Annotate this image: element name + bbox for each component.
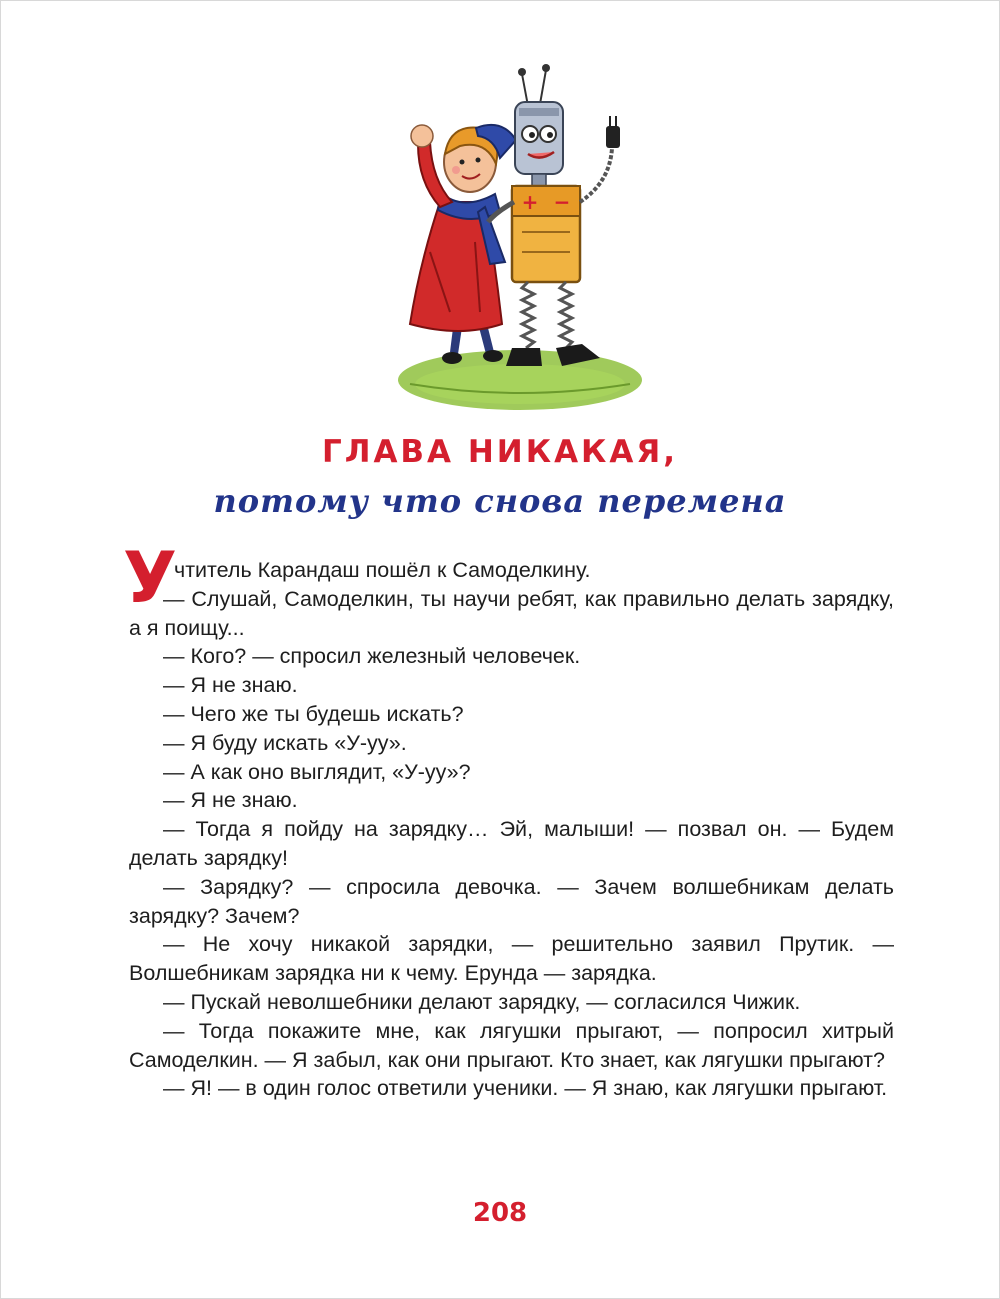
- battery-plus-sign: +: [521, 190, 539, 214]
- paragraph: — Не хочу никакой зарядки, — решительно заявил Прутик. — Волшебникам зарядка ни к чему. Ерунда — зарядка.: [129, 932, 894, 986]
- chapter-title: ГЛАВА НИКАКАЯ,: [321, 434, 679, 470]
- paragraph: — Я не знаю.: [163, 673, 298, 698]
- paragraph: — Тогда покажите мне, как лягушки прыгают, — попросил хитрый Самоделкин. — Я забыл, как они прыгают. Кто знает, как лягушки прыгают?: [129, 1018, 894, 1072]
- paragraph: — Пускай неволшебники делают зарядку, — согласился Чижик.: [163, 989, 801, 1014]
- battery-minus-sign: −: [553, 190, 571, 214]
- paragraph: — Я буду искать «У-уу».: [163, 730, 407, 755]
- girl-figure: [410, 125, 516, 364]
- drop-cap: У: [123, 537, 177, 619]
- paragraph: — Я! — в один голос ответили ученики. — Я знаю, как лягушки прыгают.: [163, 1076, 888, 1101]
- paragraph: — Зарядку? — спросила девочка. — Зачем волшебникам делать зарядку? Зачем?: [129, 874, 894, 928]
- girl-and-robot-illustration: [290, 62, 746, 424]
- page-number: 208: [472, 1198, 528, 1228]
- paragraph: — А как оно выглядит, «У-уу»?: [163, 759, 471, 784]
- paragraph: — Чего же ты будешь искать?: [163, 701, 464, 726]
- story-text: [129, 556, 894, 1103]
- paragraph: — Слушай, Самоделкин, ты научи ребят, как правильно делать зарядку, а я поищу...: [129, 586, 894, 640]
- paragraph: — Кого? — спросил железный человечек.: [163, 644, 581, 669]
- paragraph: — Я не знаю.: [163, 788, 298, 813]
- chapter-subtitle: потому что снова перемена: [213, 482, 787, 520]
- paragraph: чтитель Карандаш пошёл к Самоделкину.: [174, 558, 591, 582]
- robot-figure: [488, 64, 620, 366]
- paragraph: — Тогда я пойду на зарядку… Эй, малыши! — позвал он. — Будем делать зарядку!: [129, 817, 894, 870]
